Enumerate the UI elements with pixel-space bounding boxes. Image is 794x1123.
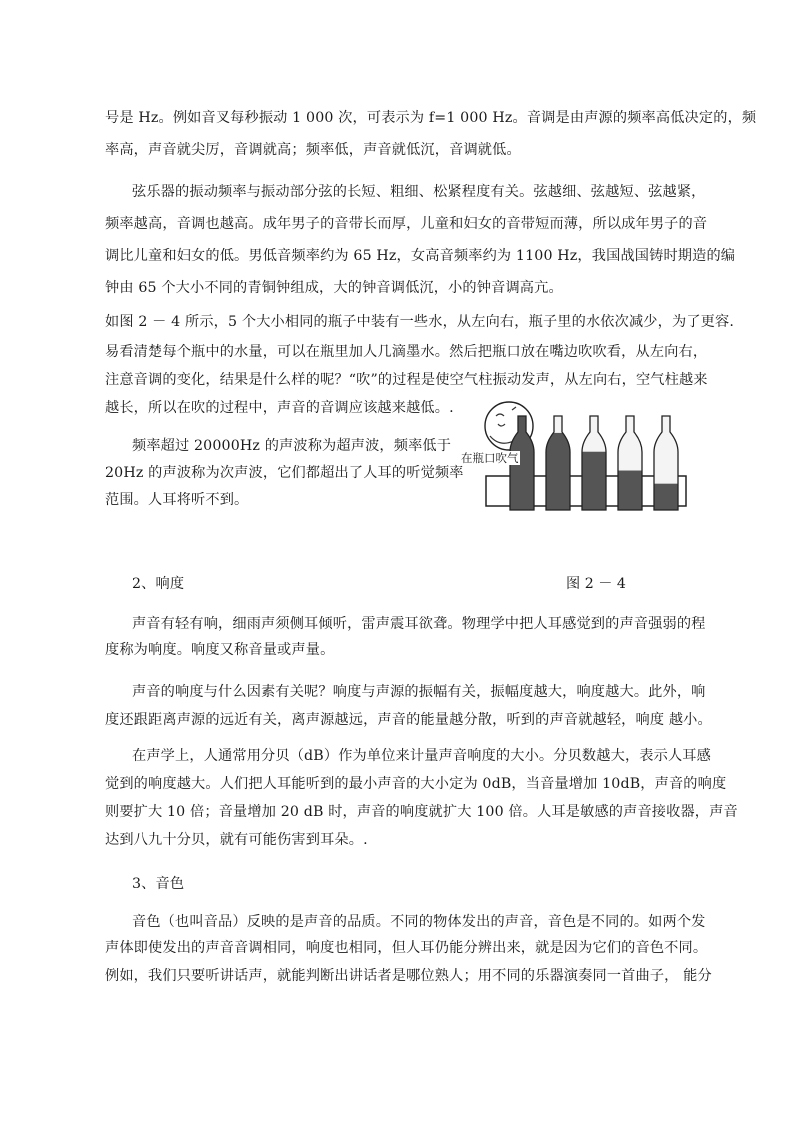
paragraph-3-line-4: 越长，所以在吹的过程中，声音的音调应该越来越低。. [105,400,454,416]
paragraph-2-line-4: 钟由 65 个大小不同的青铜钟组成，大的钟音调低沉，小的钟音调高亢。 [105,280,563,296]
bottles-group [509,416,679,510]
paragraph-1-line-1: 号是 Hz。例如音叉每秒振动 1 000 次，可表示为 f=1 000 Hz。音调是由声源的频率高低决定的，频 [105,110,757,126]
paragraph-5-line-1: 声音有轻有响，细雨声须侧耳倾听，雷声震耳欲聋。物理学中把人耳感觉到的声音强弱的程 [132,616,706,632]
bottle-5-water [653,484,679,510]
paragraph-7-line-2: 觉到的响度越大。人们把人耳能听到的最小声音的大小定为 0dB，当音量增加 10dB，声音的响度 [105,776,727,792]
section-heading-loudness: 2、响度 [132,576,185,592]
figure-caption: 图 2 － 4 [566,576,626,592]
paragraph-8-line-2: 声体即使发出的声音音调相同，响度也相同，但人耳仍能分辨出来，就是因为它们的音色不同。 [105,940,708,956]
bottle-2-water [545,433,571,510]
paragraph-4-line-2: 20Hz 的声波称为次声波，它们都超出了人耳的听觉频率 [105,465,464,481]
figure-bottles [452,398,690,520]
bottle-4-water [617,471,643,510]
paragraph-2-line-3: 调比儿童和妇女的低。男低音频率约为 65 Hz，女高音频率约为 1100 Hz，我国战国铸时期造的编 [105,248,736,264]
paragraph-3-line-2: 易看清楚每个瓶中的水量，可以在瓶里加人几滴墨水。然后把瓶口放在嘴边吹吹看，从左向右， [105,344,708,360]
paragraph-2-line-1: 弦乐器的振动频率与振动部分弦的长短、粗细、松紧程度有关。弦越细、弦越短、弦越紧， [132,184,706,200]
paragraph-8-line-1: 音色（也叫音品）反映的是声音的品质。不同的物体发出的声音，音色是不同的。如两个发 [132,914,706,930]
paragraph-7-line-3: 则要扩大 10 倍；音量增加 20 dB 时，声音的响度就扩大 100 倍。人耳是敏感的声音接收器，声音 [105,804,738,820]
paragraph-6-line-1: 声音的响度与什么因素有关呢？响度与声源的振幅有关，振幅度越大，响度越大。此外，响 [132,684,706,700]
paragraph-2-line-2: 频率越高，音调也越高。成年男子的音带长而厚，儿童和妇女的音带短而薄，所以成年男子的音 [105,216,708,232]
bottle-3-water [581,452,607,510]
paragraph-7-line-4: 达到八九十分贝，就有可能伤害到耳朵。. [105,832,368,848]
paragraph-7-line-1: 在声学上，人通常用分贝（dB）作为单位来计量声音响度的大小。分贝数越大，表示人耳感 [132,748,711,764]
section-heading-timbre: 3、音色 [132,876,185,892]
paragraph-8-line-3: 例如，我们只要听讲话声，就能判断出讲话者是哪位熟人；用不同的乐器演奏同一首曲子， 能分 [105,968,712,984]
paragraph-4-line-1: 频率超过 20000Hz 的声波称为超声波，频率低于 [132,438,452,454]
paragraph-3-line-3: 注意音调的变化，结果是什么样的呢？“吹”的过程是使空气柱振动发声，从左向右，空气柱越来 [105,372,708,388]
paragraph-6-line-2: 度还跟距离声源的远近有关，离声源越远，声音的能量越分散，听到的声音就越轻，响度 越小。 [105,712,712,728]
paragraph-5-line-2: 度称为响度。响度又称音量或声量。 [105,642,335,658]
paragraph-1-line-2: 率高，声音就尖厉，音调就高；频率低，声音就低沉，音调就低。 [105,142,521,158]
paragraph-4-line-3: 范围。人耳将听不到。 [105,492,249,508]
paragraph-3-line-1: 如图 2 － 4 所示，5 个大小相同的瓶子中装有一些水，从左向右，瓶子里的水依次减少，为了更容. [105,314,734,330]
figure-label: 在瓶口吹气 [461,451,519,465]
